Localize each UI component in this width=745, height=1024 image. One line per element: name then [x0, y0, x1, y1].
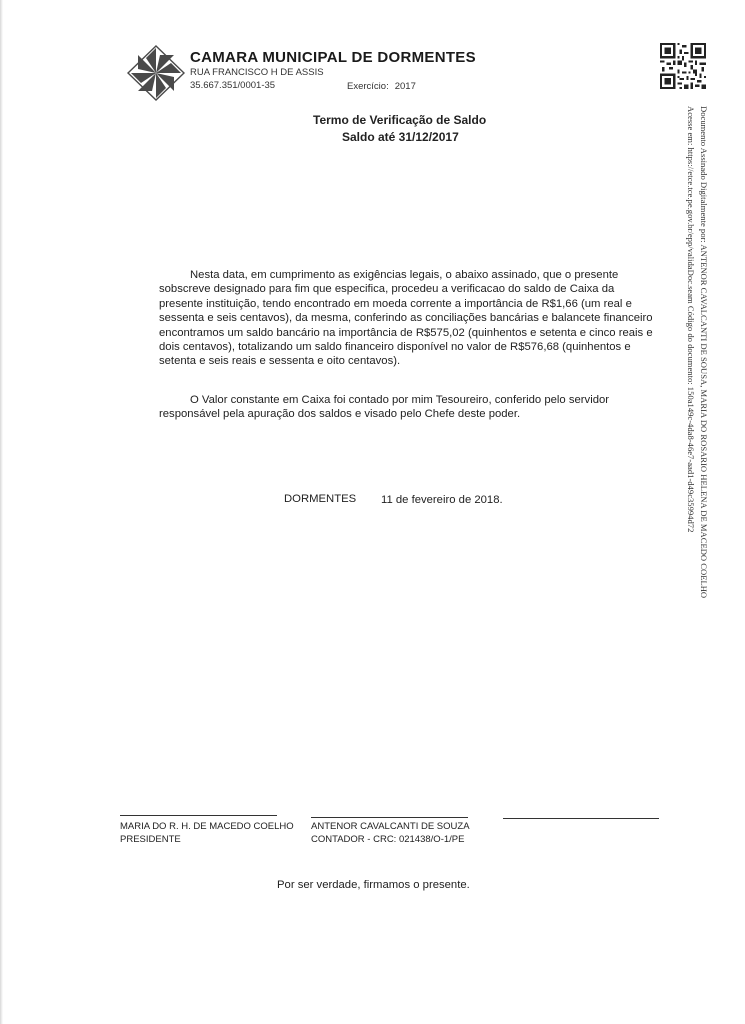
qr-code: [660, 43, 706, 89]
municipal-logo: [126, 44, 186, 102]
paragraph-verification: [159, 268, 659, 369]
paragraph-line: sobscreve designado para fim que especifica, procedeu a verificacao do saldo de Caixa da: [159, 283, 615, 296]
paragraph-line: encontramos um saldo bancário na importância de R$575,02 (quinhentos e setenta e cinco reais e: [159, 326, 653, 339]
signer-role: CONTADOR - CRC: 021438/O-1/PE: [311, 834, 465, 845]
exercise-label: Exercício:: [347, 81, 389, 92]
document-subtitle: Saldo até 31/12/2017: [342, 130, 459, 144]
place: DORMENTES: [284, 493, 357, 505]
document-title: Termo de Verificação de Saldo: [313, 113, 487, 127]
closing-statement: Por ser verdade, firmamos o presente.: [277, 879, 470, 891]
paragraph-cash-count: [159, 393, 659, 422]
signer-name: ANTENOR CAVALCANTI DE SOUZA: [311, 821, 470, 832]
paragraph-line: setenta e seis reais e sessenta e oito centavos).: [159, 355, 401, 368]
signer-name: MARIA DO R. H. DE MACEDO COELHO: [120, 821, 294, 832]
stamp-signers: Documento Assinado Digitalmente por: ANTENOR CAVALCANTI DE SOUSA, MARIA DO ROSARIO HELENA DE MACEDO COELHO: [699, 106, 709, 599]
signature-line-accountant: [311, 817, 468, 818]
signer-role: PRESIDENTE: [120, 834, 181, 845]
date: 11 de fevereiro de 2018.: [381, 494, 503, 506]
signature-line-blank: [503, 818, 659, 819]
paragraph-line: dois centavos), totalizando um saldo financeiro disponível no valor de R$576,68 (quinhentos e: [159, 341, 631, 354]
exercise-year: 2017: [394, 81, 416, 92]
signature-accountant: [311, 820, 470, 846]
paragraph-line: Nesta data, em cumprimento as exigências legais, o abaixo assinado, que o presente: [190, 269, 619, 281]
org-address: RUA FRANCISCO H DE ASSIS: [190, 67, 324, 78]
digital-signature-stamp: [680, 106, 710, 646]
paragraph-line: sessenta e seis centavos), da mesma, conferindo as conciliações bancárias e balancete financeiro: [159, 312, 653, 325]
signature-president: [120, 820, 294, 846]
paragraph-line: responsável pela apuração dos saldos e visado pelo Chefe deste poder.: [159, 408, 521, 421]
paragraph-line: O Valor constante em Caixa foi contado por mim Tesoureiro, conferido pelo servidor: [190, 394, 610, 406]
org-name: CAMARA MUNICIPAL DE DORMENTES: [190, 49, 476, 66]
stamp-access-link: Acesse em: https://etce.tce.pe.gov.br/epp/validaDoc.seam Código do documento: 150a149c-4da8-46e7-aad1-d49c35994d72: [686, 106, 696, 533]
paragraph-line: presente instituição, tendo encontrado em moeda corrente a importância de R$1,66 (um real e: [159, 297, 632, 310]
scan-edge: [0, 0, 3, 1024]
org-cnpj: 35.667.351/0001-35: [190, 80, 276, 91]
signature-line-president: [120, 815, 277, 816]
exercise: [347, 81, 416, 92]
